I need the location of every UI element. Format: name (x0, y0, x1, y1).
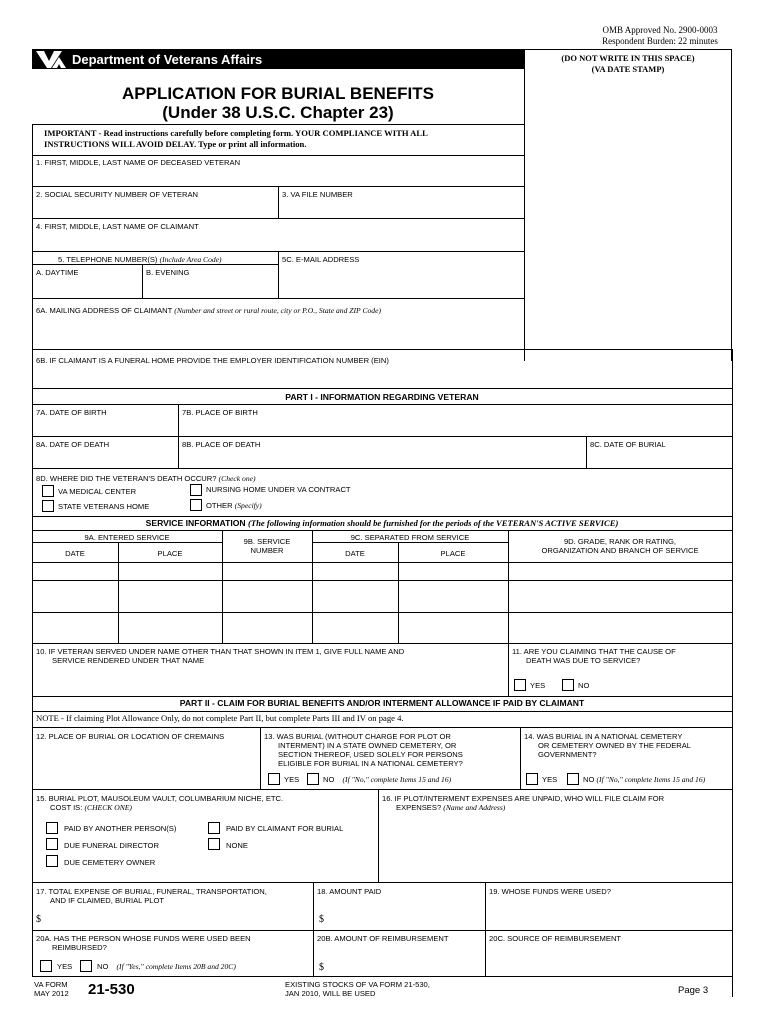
existing-stocks-note: EXISTING STOCKS OF VA FORM 21-530, JAN 2010, WILL BE USED (285, 980, 430, 998)
important-notice (44, 128, 524, 150)
option-due-cemetery-owner: DUE CEMETERY OWNER (64, 858, 156, 867)
field-7a-dob-label: 7A. DATE OF BIRTH (36, 408, 107, 417)
checkbox-nursing-home[interactable] (190, 484, 202, 496)
checkbox-due-funeral-director[interactable] (46, 838, 58, 850)
field-20b-reimbursement-amount-label: 20B. AMOUNT OF REIMBURSEMENT (317, 934, 449, 943)
form-identifier: VA FORM MAY 2012 (34, 980, 69, 998)
field-6b-ein-label: 6B. IF CLAIMANT IS A FUNERAL HOME PROVIDE THE EMPLOYER IDENTIFICATION NUMBER (EIN) (36, 356, 389, 365)
field-8a-dod-label: 8A. DATE OF DEATH (36, 440, 110, 449)
field-8d-death-location-label: 8D. WHERE DID THE VETERAN'S DEATH OCCUR? (Check one) (36, 474, 256, 483)
part-2-note: NOTE - If claiming Plot Allowance Only, do not complete Part II, but complete Parts III and IV on page 4. (36, 713, 404, 723)
option-nursing-home: NURSING HOME UNDER VA CONTRACT (206, 485, 351, 494)
option-14-yes: YES (542, 775, 558, 784)
field-6a-mailing-address-label: 6A. MAILING ADDRESS OF CLAIMANT (Number and street or rural route, city or P.O., State and ZIP Code) (36, 306, 382, 315)
important-line-2: INSTRUCTIONS WILL AVOID DELAY. Type or print all information. (44, 139, 307, 149)
field-9b-service-number-label: 9B. SERVICE NUMBER (243, 537, 291, 555)
option-none: NONE (226, 841, 248, 850)
stamp-label: (VA DATE STAMP) (591, 64, 665, 74)
checkbox-14-yes[interactable] (526, 773, 538, 785)
checkbox-other[interactable] (190, 499, 202, 511)
field-17-total-expense-label: 17. TOTAL EXPENSE OF BURIAL, FUNERAL, TRANSPORTATION, AND IF CLAIMED, BURIAL PLOT (36, 887, 267, 905)
field-17-dollar: $ (36, 914, 41, 925)
field-18-dollar: $ (319, 914, 324, 925)
field-9a-entered-service-label: 9A. ENTERED SERVICE (84, 533, 170, 542)
field-9d-grade-label: 9D. GRADE, RANK OR RATING, ORGANIZATION AND BRANCH OF SERVICE (541, 537, 699, 555)
field-5c-email-label: 5C. E-MAIL ADDRESS (282, 255, 360, 264)
checkbox-paid-by-another[interactable] (46, 822, 58, 834)
checkbox-va-medical-center[interactable] (42, 485, 54, 497)
field-13-state-cemetery-label: 13. WAS BURIAL (WITHOUT CHARGE FOR PLOT OR INTERMENT) IN A STATE OWNED CEMETERY, OR SECTION THEREOF, USED SOLELY FOR PERSONS ELIGIBLE FOR BURIAL IN A NATIONAL CEMETERY? (264, 732, 463, 768)
field-10-other-name-label: 10. IF VETERAN SERVED UNDER NAME OTHER THAN THAT SHOWN IN ITEM 1, GIVE FULL NAME AND SERVICE RENDERED UNDER THAT NAME (36, 647, 405, 665)
option-11-no: NO (578, 681, 590, 690)
field-11-service-connected-label: 11. ARE YOU CLAIMING THAT THE CAUSE OF DEATH WAS DUE TO SERVICE? (512, 647, 676, 665)
field-18-amount-paid-label: 18. AMOUNT PAID (317, 887, 382, 896)
part-2-title: PART II - CLAIM FOR BURIAL BENEFITS AND/OR INTERMENT ALLOWANCE IF PAID BY CLAIMANT (179, 698, 585, 708)
entered-place-header: PLACE (157, 549, 183, 558)
checkbox-20a-no[interactable] (80, 960, 92, 972)
page-number: Page 3 (678, 985, 709, 996)
part-1-title: PART I - INFORMATION REGARDING VETERAN (285, 392, 479, 402)
field-12-burial-place-label: 12. PLACE OF BURIAL OR LOCATION OF CREMAINS (36, 732, 225, 741)
separated-date-header: DATE (345, 549, 365, 558)
field-5b-evening-label: B. EVENING (146, 268, 190, 277)
checkbox-14-no[interactable] (567, 773, 579, 785)
option-14-no: NO (If "No," complete Items 15 and 16) (583, 775, 706, 784)
option-due-funeral-director: DUE FUNERAL DIRECTOR (64, 841, 159, 850)
checkbox-13-no[interactable] (307, 773, 319, 785)
option-20a-no: NO (If "Yes," complete Items 20B and 20C) (97, 962, 236, 971)
agency-banner (32, 49, 524, 69)
option-11-yes: YES (530, 681, 546, 690)
va-date-stamp-box (524, 49, 732, 361)
field-19-whose-funds-label: 19. WHOSE FUNDS WERE USED? (489, 887, 611, 896)
field-7b-birthplace-label: 7B. PLACE OF BIRTH (182, 408, 258, 417)
option-13-yes: YES (284, 775, 300, 784)
checkbox-13-yes[interactable] (268, 773, 280, 785)
omb-number: OMB Approved No. 2900-0003 (602, 25, 718, 35)
checkbox-11-yes[interactable] (514, 679, 526, 691)
option-13-no: NO (If "No," complete Items 15 and 16) (323, 775, 452, 784)
field-20b-dollar: $ (319, 962, 324, 973)
field-20a-reimbursed-label: 20A. HAS THE PERSON WHOSE FUNDS WERE USED BEEN REIMBURSED? (36, 934, 251, 952)
option-state-veterans-home: STATE VETERANS HOME (58, 502, 150, 511)
option-paid-by-claimant: PAID BY CLAIMANT FOR BURIAL (226, 824, 344, 833)
field-16-unpaid-expenses-label: 16. IF PLOT/INTERMENT EXPENSES ARE UNPAID, WHO WILL FILE CLAIM FOR EXPENSES? (Name and Address) (382, 794, 665, 812)
checkbox-state-veterans-home[interactable] (42, 500, 54, 512)
field-4-claimant-name-label: 4. FIRST, MIDDLE, LAST NAME OF CLAIMANT (36, 222, 199, 231)
field-8c-burial-date-label: 8C. DATE OF BURIAL (590, 440, 666, 449)
stamp-instruction: (DO NOT WRITE IN THIS SPACE) (561, 53, 695, 63)
separated-place-header: PLACE (440, 549, 466, 558)
field-5-telephone-label: 5. TELEPHONE NUMBER(S) (Include Area Code) (58, 255, 222, 264)
checkbox-20a-yes[interactable] (40, 960, 52, 972)
checkbox-due-cemetery-owner[interactable] (46, 855, 58, 867)
field-9c-separated-label: 9C. SEPARATED FROM SERVICE (350, 533, 470, 542)
respondent-burden: Respondent Burden: 22 minutes (602, 36, 718, 46)
field-8b-death-place-label: 8B. PLACE OF DEATH (182, 440, 261, 449)
field-15-plot-cost-label: 15. BURIAL PLOT, MAUSOLEUM VAULT, COLUMBARIUM NICHE, ETC. COST IS: (CHECK ONE) (36, 794, 284, 812)
field-14-national-cemetery-label: 14. WAS BURIAL IN A NATIONAL CEMETERY OR CEMETERY OWNED BY THE FEDERAL GOVERNMENT? (524, 732, 692, 759)
option-va-medical-center: VA MEDICAL CENTER (58, 487, 137, 496)
field-1-veteran-name-label: 1. FIRST, MIDDLE, LAST NAME OF DECEASED VETERAN (36, 158, 241, 167)
va-logo-icon (34, 49, 68, 69)
form-number: 21-530 (88, 981, 135, 998)
option-20a-yes: YES (57, 962, 73, 971)
option-paid-by-another: PAID BY ANOTHER PERSON(S) (64, 824, 177, 833)
entered-date-header: DATE (65, 549, 85, 558)
option-other: OTHER (Specify) (206, 501, 262, 510)
field-2-ssn-label: 2. SOCIAL SECURITY NUMBER OF VETERAN (36, 190, 199, 199)
checkbox-paid-by-claimant[interactable] (208, 822, 220, 834)
omb-approval (585, 25, 735, 47)
checkbox-none[interactable] (208, 838, 220, 850)
title-line-1: APPLICATION FOR BURIAL BENEFITS (122, 84, 434, 103)
agency-name: Department of Veterans Affairs (72, 52, 263, 67)
important-line-1: IMPORTANT - Read instructions carefully before completing form. YOUR COMPLIANCE WITH ALL (44, 128, 428, 138)
form-title (32, 84, 524, 122)
field-5a-daytime-label: A. DAYTIME (36, 268, 79, 277)
title-line-2: (Under 38 U.S.C. Chapter 23) (162, 103, 394, 122)
field-20c-reimbursement-source-label: 20C. SOURCE OF REIMBURSEMENT (489, 934, 622, 943)
field-3-va-file-label: 3. VA FILE NUMBER (282, 190, 353, 199)
checkbox-11-no[interactable] (562, 679, 574, 691)
service-info-title: SERVICE INFORMATION (The following information should be furnished for the periods of the VETERAN'S ACTIVE SERVICE) (145, 518, 619, 528)
